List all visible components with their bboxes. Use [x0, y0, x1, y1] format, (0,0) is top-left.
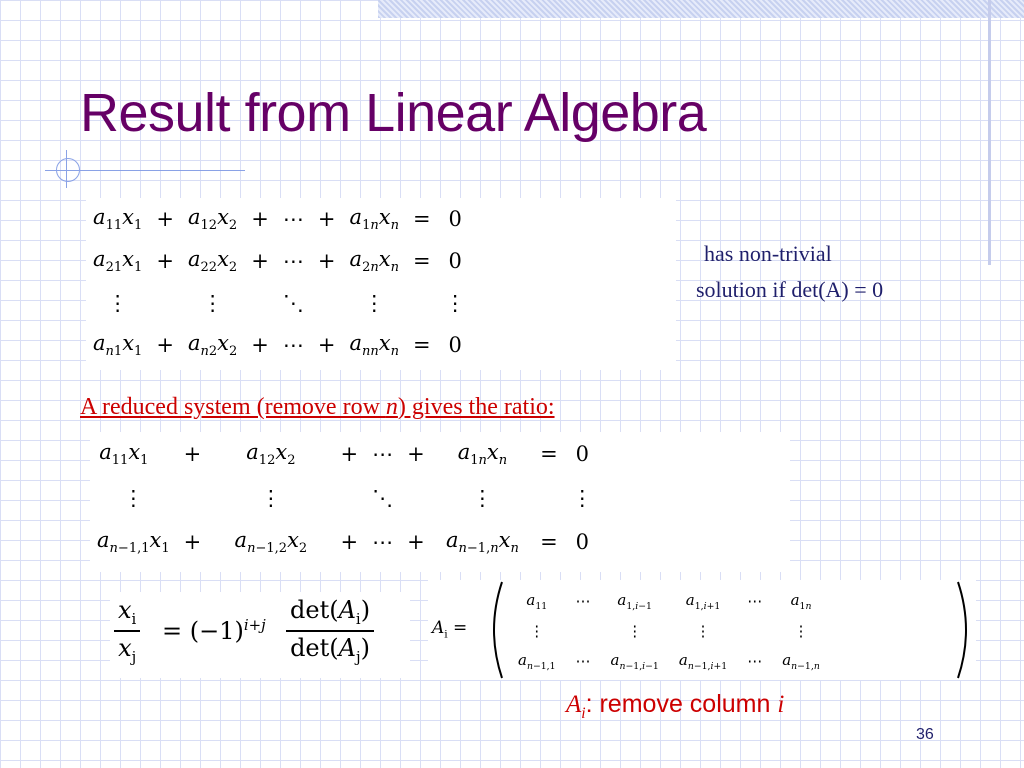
slide-title: Result from Linear Algebra	[80, 83, 707, 143]
reduced-system-heading	[80, 394, 555, 421]
note-line-2: solution if det(A) = 0	[696, 277, 884, 302]
ratio-xi-over-xj: $\frac{x_i}{x_j}$	[114, 596, 140, 666]
reduced-text-suffix: ) gives the ratio:	[397, 394, 555, 420]
remove-column-caption	[566, 690, 784, 723]
crosshair-tick-decoration	[66, 150, 67, 188]
note-line-1: has non-trivial	[704, 241, 832, 266]
crosshair-circle-decoration	[56, 158, 80, 182]
nontrivial-solution-note	[696, 236, 883, 308]
matrix-ai-label: $A_i$ =	[432, 618, 468, 641]
equation-row-1: $a_{11}x_1$ + $a_{12}x_2$ + ⋯ + $a_{1n}x_n$ = 0	[93, 204, 462, 234]
equation-row-n: $a_{n1}x_1$ + $a_{n2}x_2$ + ⋯ + $a_{nn}x_n$ = 0	[93, 330, 462, 360]
equation-row-dots: ⋮ ⋮ ⋱ ⋮ ⋮	[107, 291, 466, 315]
reduced-system-equations	[90, 432, 790, 572]
matrix-ai-entries: $a_{11}$ ⋯ $a_{1,i-1}$ $a_{1,i+1}$ ⋯ $a_{1n}$ ⋮ ⋮ ⋮ ⋮ $a_{n-1,1}$ ⋯ $a_{n-1,i-1}$ $a_{n-1,i+1}$ ⋯ $a_{n-1,n}$	[518, 590, 820, 672]
sign-factor: = $(-1)^{i+j}$	[162, 616, 266, 645]
decorative-vertical-line	[988, 0, 991, 265]
cramer-ratio-formula	[110, 592, 410, 678]
right-parenthesis	[954, 580, 976, 680]
caption-matrix-var: A	[566, 691, 582, 718]
reduced-row-last: $a_{n-1,1}x_1$ + $a_{n-1,2}x_2$ + ⋯ + $a_{n-1,n}x_n$ = 0	[97, 527, 589, 557]
caption-text: : remove column	[585, 690, 778, 718]
header-decoration-bar	[378, 0, 1024, 18]
equation-row-2: $a_{21}x_1$ + $a_{22}x_2$ + ⋯ + $a_{2n}x_n$ = 0	[93, 246, 462, 276]
reduced-row-1: $a_{11}x_1$ + $a_{12}x_2$ + ⋯ + $a_{1n}x_n$ = 0	[99, 439, 589, 469]
caption-matrix-sub: i	[581, 705, 586, 722]
matrix-ai-definition	[428, 580, 976, 680]
reduced-text-prefix: A reduced system (remove row	[80, 394, 386, 420]
homogeneous-system-equations	[86, 198, 676, 370]
reduced-text-var: n	[385, 394, 398, 420]
caption-column-var: i	[777, 691, 785, 718]
determinant-ratio: $\det(A_i)$ $\det(A_j)$	[286, 596, 374, 666]
page-number: 36	[916, 726, 934, 743]
left-parenthesis	[484, 580, 506, 680]
reduced-row-dots: ⋮ ⋮ ⋱ ⋮ ⋮	[122, 486, 593, 510]
